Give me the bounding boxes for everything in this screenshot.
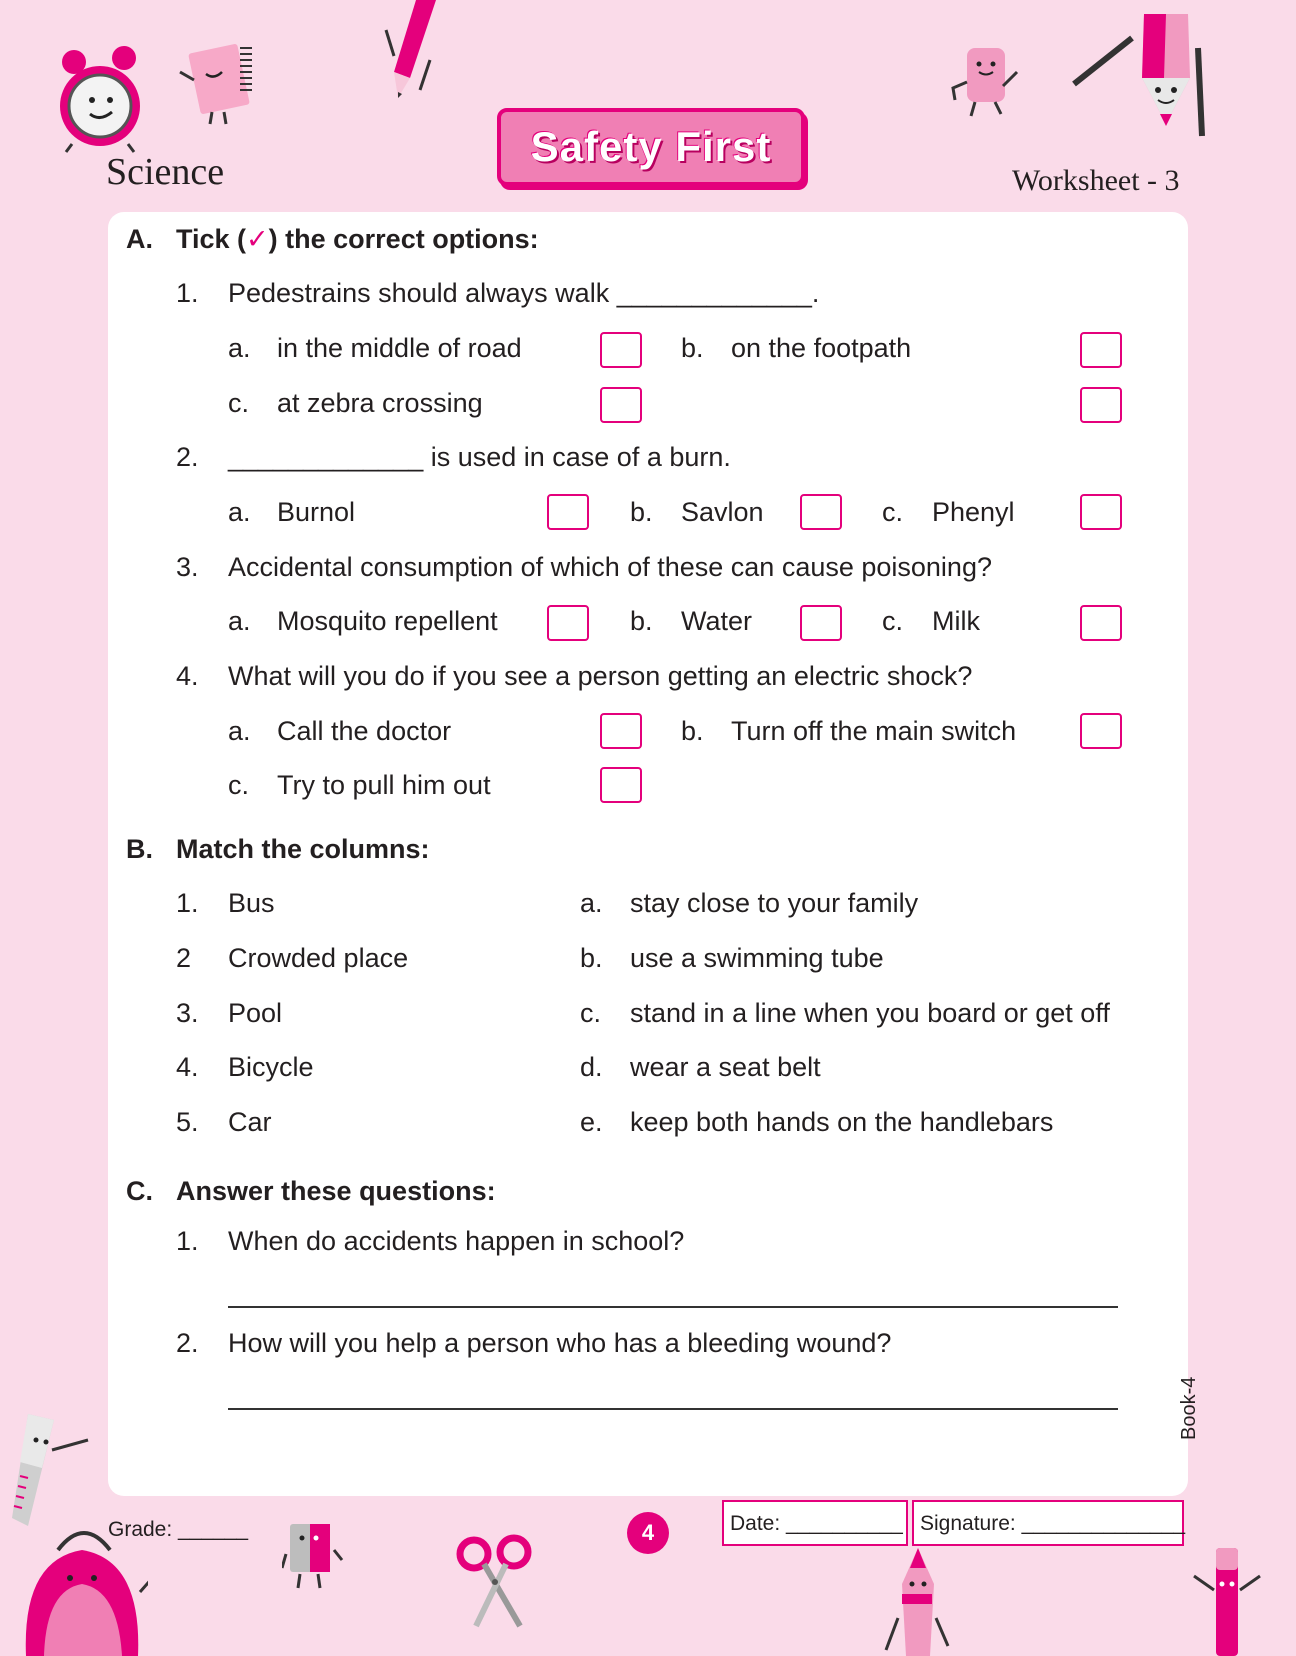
section-c-heading: Answer these questions: xyxy=(176,1176,496,1206)
sharpener-icon xyxy=(282,1518,346,1590)
option-text: in the middle of road xyxy=(277,333,522,363)
option-letter: a. xyxy=(228,606,251,636)
option-text: Try to pull him out xyxy=(277,770,491,800)
option-text: on the footpath xyxy=(731,333,912,363)
option-letter: c. xyxy=(228,388,250,418)
option-text: Phenyl xyxy=(932,497,1015,527)
match-left-item: Car xyxy=(228,1107,272,1137)
signature-field[interactable]: Signature: ______________ xyxy=(912,1500,1184,1546)
tick-mark-icon: ✓ xyxy=(246,224,269,254)
answer-checkbox[interactable] xyxy=(1080,605,1122,641)
match-right-item: keep both hands on the handlebars xyxy=(630,1107,1054,1137)
answer-checkbox[interactable] xyxy=(547,605,589,641)
answer-checkbox[interactable] xyxy=(600,332,642,368)
grade-field[interactable]: Grade: ______ xyxy=(108,1518,249,1541)
option-letter: b. xyxy=(681,333,704,363)
match-left-number: 4. xyxy=(176,1052,199,1082)
match-right-item: use a swimming tube xyxy=(630,943,884,973)
option-letter: c. xyxy=(882,497,904,527)
question-text: What will you do if you see a person getting an electric shock? xyxy=(228,661,973,691)
question-number: 2. xyxy=(176,1328,199,1358)
option-letter: c. xyxy=(228,770,250,800)
answer-line[interactable] xyxy=(228,1408,1118,1410)
question-text: When do accidents happen in school? xyxy=(228,1226,685,1256)
option-letter: a. xyxy=(228,497,251,527)
question-text: Accidental consumption of which of these can cause poisoning? xyxy=(228,552,992,582)
option-letter: b. xyxy=(630,497,653,527)
question-text: How will you help a person who has a bleeding wound? xyxy=(228,1328,892,1358)
ruler-icon xyxy=(8,1410,94,1530)
section-b-heading: Match the columns: xyxy=(176,834,430,864)
section-a-heading xyxy=(176,222,539,256)
pencil-character-icon xyxy=(1070,8,1210,138)
answer-checkbox[interactable] xyxy=(600,713,642,749)
answer-checkbox[interactable] xyxy=(800,494,842,530)
match-right-letter: b. xyxy=(580,943,603,973)
answer-checkbox[interactable] xyxy=(1080,494,1122,530)
option-letter: a. xyxy=(228,333,251,363)
match-left-number: 1. xyxy=(176,888,199,918)
match-right-item: stand in a line when you board or get off xyxy=(630,998,1110,1028)
option-text: Milk xyxy=(932,606,980,636)
question-number: 1. xyxy=(176,278,199,308)
answer-checkbox[interactable] xyxy=(600,767,642,803)
match-right-letter: a. xyxy=(580,888,603,918)
section-a-letter: A. xyxy=(126,224,153,254)
match-left-number: 3. xyxy=(176,998,199,1028)
match-right-letter: d. xyxy=(580,1052,603,1082)
answer-checkbox[interactable] xyxy=(547,494,589,530)
question-number: 3. xyxy=(176,552,199,582)
section-c-letter: C. xyxy=(126,1176,153,1206)
section-a-heading-pre: Tick ( xyxy=(176,224,247,254)
section-a-heading-post: ) the correct options: xyxy=(268,224,539,254)
eraser-icon xyxy=(945,42,1025,122)
answer-checkbox[interactable] xyxy=(1080,332,1122,368)
option-text: Call the doctor xyxy=(277,716,452,746)
match-right-letter: c. xyxy=(580,998,602,1028)
worksheet-label: Worksheet - 3 xyxy=(1012,164,1180,197)
book-label: Book-4 xyxy=(1178,1376,1200,1440)
answer-checkbox[interactable] xyxy=(800,605,842,641)
alarm-clock-icon xyxy=(52,44,152,154)
question-number: 4. xyxy=(176,661,199,691)
title-banner xyxy=(497,108,805,186)
option-letter: b. xyxy=(681,716,704,746)
answer-checkbox[interactable] xyxy=(600,387,642,423)
match-right-item: wear a seat belt xyxy=(630,1052,821,1082)
match-right-item: stay close to your family xyxy=(630,888,919,918)
scissors-icon xyxy=(454,1534,534,1630)
option-text: Water xyxy=(681,606,753,636)
option-text: Savlon xyxy=(681,497,764,527)
pencil-icon xyxy=(380,0,450,110)
option-text: Mosquito repellent xyxy=(277,606,498,636)
match-right-letter: e. xyxy=(580,1107,603,1137)
answer-line[interactable] xyxy=(228,1306,1118,1308)
date-field[interactable]: Date: __________ xyxy=(722,1500,908,1546)
question-number: 1. xyxy=(176,1226,199,1256)
page-number: 4 xyxy=(627,1512,669,1554)
subject-label: Science xyxy=(106,151,225,193)
section-b-letter: B. xyxy=(126,834,153,864)
question-text: Pedestrains should always walk _____________. xyxy=(228,278,820,308)
match-left-number: 2 xyxy=(176,943,192,973)
option-text: Burnol xyxy=(277,497,356,527)
option-letter: b. xyxy=(630,606,653,636)
match-left-number: 5. xyxy=(176,1107,199,1137)
answer-checkbox[interactable] xyxy=(1080,713,1122,749)
notepad-icon xyxy=(176,42,266,128)
page-title: Safety First xyxy=(530,123,772,170)
match-left-item: Bicycle xyxy=(228,1052,314,1082)
match-left-item: Pool xyxy=(228,998,283,1028)
question-text: _____________ is used in case of a burn. xyxy=(228,442,731,472)
option-letter: a. xyxy=(228,716,251,746)
crayon-icon xyxy=(884,1548,954,1656)
option-text: at zebra crossing xyxy=(277,388,483,418)
match-left-item: Bus xyxy=(228,888,275,918)
option-text: Turn off the main switch xyxy=(731,716,1017,746)
option-letter: c. xyxy=(882,606,904,636)
match-left-item: Crowded place xyxy=(228,943,409,973)
answer-checkbox[interactable] xyxy=(1080,387,1122,423)
pen-icon xyxy=(1190,1540,1264,1656)
question-number: 2. xyxy=(176,442,199,472)
